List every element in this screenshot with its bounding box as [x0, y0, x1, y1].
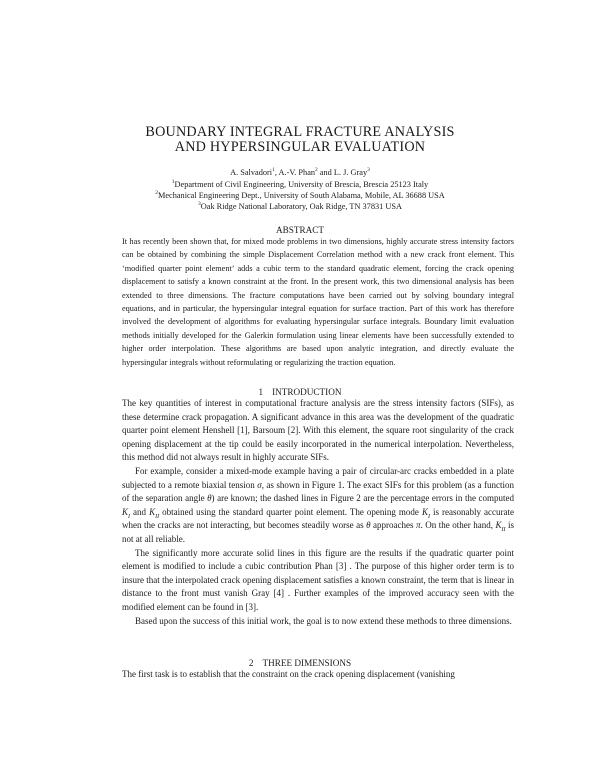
section-number: 2 [248, 658, 254, 668]
paragraph: Based upon the success of this initial work, the goal is to now extend these methods to three dimensions. [135, 615, 512, 626]
author-name: A. Salvadori [230, 168, 273, 177]
affiliation-mark: 3 [198, 201, 201, 208]
affiliation-text: Mechanical Engineering Dept., University of South Alabama, Mobile, AL 36688 USA [157, 191, 445, 200]
paragraph: For example, consider a mixed-mode example having a pair of circular-arc cracks embedded in a plate subjected to a remote biaxial tension σ, as shown in Figure 1. The exact SIFs for this problem (as a function of the separation angle θ) are known; the dashed lines in Figure 2 are the percentage errors in the computed $K_I$ and $K_{II}$ obtained using the standard quarter point element. The opening mode $K_I$ is reasonably accurate when the cracks are not interacting, but becomes steadily worse as θ approaches π. On the other hand, $K_{II}$ is not at all reliable. [122, 465, 514, 544]
section-title: THREE DIMENSIONS [262, 658, 352, 668]
abstract-heading: ABSTRACT [276, 225, 324, 235]
abstract-body [122, 235, 514, 369]
author-list: A. Salvadori$^1$, A.-V. Phan$^2$ and L. J. Gray$^3$ [230, 167, 370, 177]
paper-title-line-1: BOUNDARY INTEGRAL FRACTURE ANALYSIS [145, 124, 455, 140]
affiliation-2 [0, 191, 600, 201]
affiliation-1 [0, 180, 600, 190]
section-2-body [122, 668, 514, 682]
author-name: L. J. Gray [333, 168, 368, 177]
author-mark: 3 [367, 167, 370, 174]
affiliation-text: Oak Ridge National Laboratory, Oak Ridge, TN 37831 USA [200, 202, 402, 211]
affiliation-mark: 2 [155, 190, 158, 197]
section-number: 1 [258, 387, 264, 397]
paragraph: The first task is to establish that the constraint on the crack opening displacement (vanishing [122, 669, 455, 679]
author-name: A.-V. Phan [278, 168, 316, 177]
affiliation-3 [0, 202, 600, 212]
section-title: INTRODUCTION [272, 387, 342, 397]
affiliation-mark: 1 [171, 179, 175, 186]
abstract-paragraph: It has recently been shown that, for mixed mode problems in two dimensions, highly accurate stress intensity factors can be obtained by combining the simple Displacement Correlation method with a new crack front element. This ‘modified quarter point element’ adds a cubic term to the standard quadratic element, forcing the crack opening displacement to satisfy a known constraint at the front. In the present work, this two dimensional analysis has been extended to three dimensions. The fracture computations have been carried out by solving boundary integral equations, and in particular, the hypersingular integral equation for surface traction. Part of this work has therefore involved the development of algorithms for evaluating hypersingular surface integrals. Boundary limit evaluation methods initially developed for the Galerkin formulation using linear elements have been successfully extended to higher order interpolation. These algorithms are based upon analytic integration, and directly evaluate the hypersingular integrals without reformulating or regularizing the traction equation. [122, 237, 514, 367]
paragraph: The significantly more accurate solid lines in this figure are the results if the quadratic quarter point element is modified to include a cubic contribution Phan [3] . The purpose of this higher order term is to insure that the interpolated crack opening displacement satisfies a known constraint, the term that is linear in distance to the front must vanish Gray [4] . Further examples of the improved accuracy seen with the modified element can be found in [3]. [122, 547, 514, 612]
paper-title-line-2: AND HYPERSINGULAR EVALUATION [174, 139, 426, 155]
author-mark: 2 [315, 167, 318, 174]
affiliation-text: Department of Civil Engineering, University of Brescia, Brescia 25123 Italy [174, 180, 429, 189]
paragraph: The key quantities of interest in computational fracture analysis are the stress intensity factors (SIFs), as these determine crack propagation. A significant advance in this area was the development of the quadratic quarter point element Henshell [1], Barsoum [2]. With this element, the square root singularity of the crack opening displacement at the tip could be easily incorporated in the numerical interpolation. Nevertheless, this method did not always result in highly accurate SIFs. [122, 398, 514, 463]
section-1-body [122, 397, 514, 628]
author-mark: 1 [272, 167, 275, 174]
